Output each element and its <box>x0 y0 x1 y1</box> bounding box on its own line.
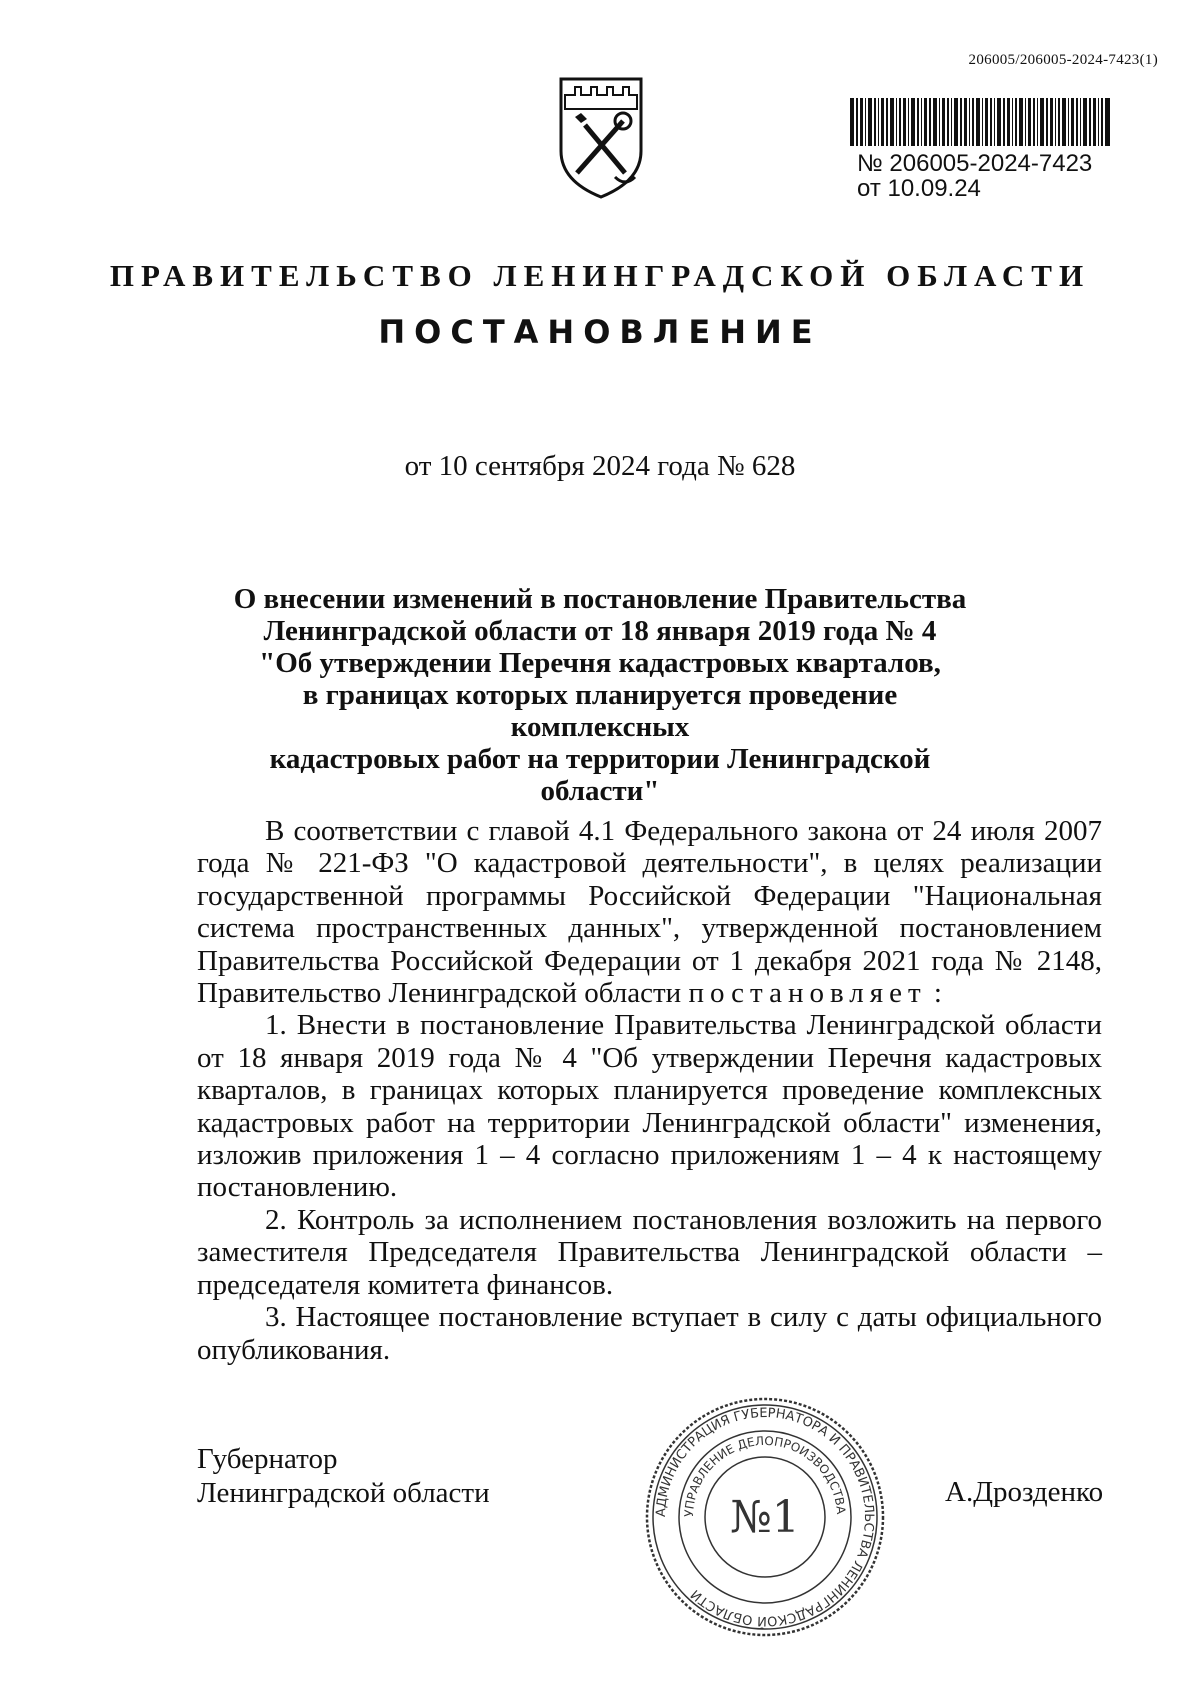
document-title <box>220 583 980 807</box>
signer-title <box>197 1442 490 1510</box>
item-2-paragraph: 2. Контроль за исполнением постановления возложить на первого заместителя Председателя Правительства Ленинградской области – председателя комитета финансов. <box>197 1203 1102 1301</box>
stamp-inner-text: УПРАВЛЕНИЕ ДЕЛОПРОИЗВОДСТВА <box>681 1433 849 1518</box>
preamble-text: В соответствии с главой 4.1 Федерального закона от 24 июля 2007 года № 221-ФЗ "О кадастровой деятельности", в целях реализации государственной программы Российской Федерации "Национальная система пространственных данных", утвержденной постановлением Правительства Российской Федерации от 1 декабря 2021 года № 2148, Правительство Ленинградской области <box>197 815 1102 1010</box>
document-body <box>197 815 1102 1366</box>
title-line: Ленинградской области от 18 января 2019 года № 4 <box>263 615 937 647</box>
signer-region: Ленинградской области <box>197 1477 490 1509</box>
signer-position: Губернатор <box>197 1443 338 1475</box>
title-line: "Об утверждении Перечня кадастровых кварталов, <box>259 647 941 679</box>
barcode-icon <box>850 98 1110 146</box>
stamp-center-text: №1 <box>730 1492 800 1543</box>
item-3-paragraph: 3. Настоящее постановление вступает в силу с даты официального опубликования. <box>197 1301 1102 1366</box>
document-code: 206005/206005-2024-7423(1) <box>968 52 1158 68</box>
item-1-paragraph: 1. Внести в постановление Правительства Ленинградской области от 18 января 2019 года № 4 "Об утверждении Перечня кадастровых кварталов, в границах которых планируется проведение комплексных кадастровых работ на территории Ленинградской области" изменения, изложив приложения 1 – 4 согласно приложениям 1 – 4 к настоящему постановлению. <box>197 1009 1102 1204</box>
preamble-paragraph: В соответствии с главой 4.1 Федерального закона от 24 июля 2007 года № 221-ФЗ "О кадастровой деятельности", в целях реализации государственной программы Российской Федерации "Национальная система пространственных данных", утвержденной постановлением Правительства Российской Федерации от 1 декабря 2021 года № 2148, Правительство Ленинградской области постановляет : <box>197 815 1102 1010</box>
coat-of-arms-icon <box>555 73 647 201</box>
signer-name: А.Дрозденко <box>945 1476 1104 1508</box>
decree-word: постановляет <box>688 977 927 1010</box>
title-line: в границах которых планируется проведение комплексных <box>302 679 898 743</box>
title-line: кадастровых работ на территории Ленинградской области" <box>269 743 931 807</box>
organization-name: ПРАВИТЕЛЬСТВО ЛЕНИНГРАДСКОЙ ОБЛАСТИ <box>109 258 1091 293</box>
stamp-outer-text: АДМИНИСТРАЦИЯ ГУБЕРНАТОРА И ПРАВИТЕЛЬСТВА ЛЕНИНГРАДСКОЙ ОБЛАСТИ <box>653 1405 877 1629</box>
title-line: О внесении изменений в постановление Правительства <box>233 583 967 615</box>
document-date: от 10 сентября 2024 года № 628 <box>404 450 796 482</box>
registration-date: от 10.09.24 <box>857 175 981 202</box>
document-type: ПОСТАНОВЛЕНИЕ <box>378 313 822 351</box>
registration-number: № 206005-2024-7423 <box>857 150 1093 177</box>
official-stamp-icon <box>640 1392 890 1642</box>
